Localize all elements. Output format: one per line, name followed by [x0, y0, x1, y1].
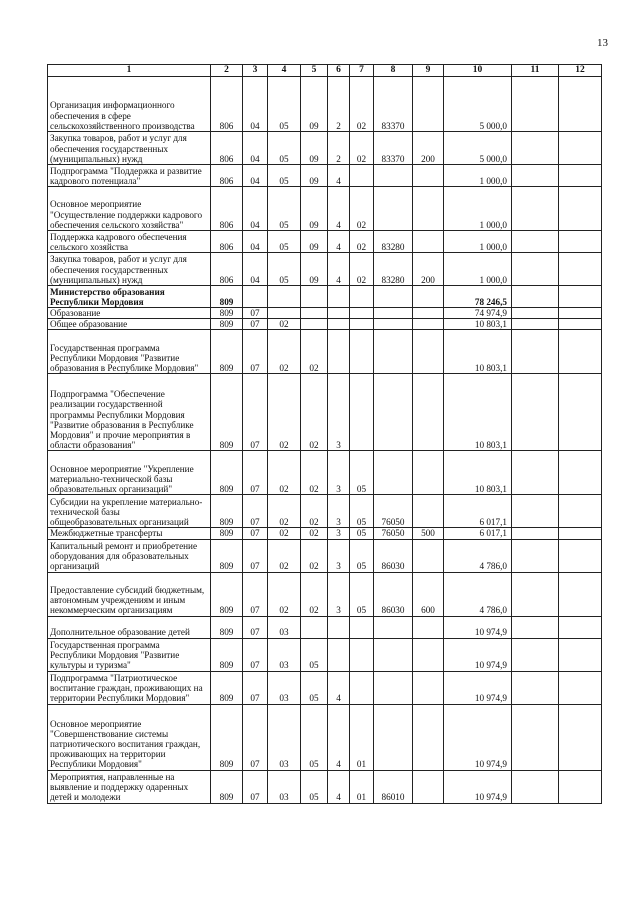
row-code-c3: 07 — [243, 770, 268, 803]
row-code-c5: 05 — [301, 671, 328, 704]
table-row — [48, 77, 602, 132]
row-amount: 1 000,0 — [444, 231, 512, 253]
row-code-c5: 02 — [301, 539, 328, 572]
row-col-11 — [512, 770, 559, 803]
row-code-c3: 07 — [243, 308, 268, 319]
row-code-c5 — [301, 319, 328, 330]
row-code-c3: 07 — [243, 319, 268, 330]
column-header-7: 7 — [350, 65, 374, 77]
row-col-12 — [559, 253, 602, 286]
row-code-c7: 01 — [350, 770, 374, 803]
row-code-c9 — [413, 165, 444, 187]
column-header-11: 11 — [512, 65, 559, 77]
row-code-c7: 02 — [350, 253, 374, 286]
row-code-c5: 09 — [301, 253, 328, 286]
budget-table — [47, 64, 602, 804]
row-code-c5: 05 — [301, 704, 328, 770]
row-name: Подпрограмма "Обеспечение реализации государственной программы Республики Мордовия "Развитие образования в Республике Мордовия" и прочие мероприятия в области образования" — [48, 374, 211, 451]
row-code-c6: 4 — [328, 231, 350, 253]
row-col-12 — [559, 495, 602, 528]
row-name: Основное мероприятие "Осуществление поддержки кадрового обеспечения сельского хозяйства" — [48, 187, 211, 231]
row-code-c5: 09 — [301, 187, 328, 231]
row-code-c5: 05 — [301, 638, 328, 671]
row-code-c9 — [413, 704, 444, 770]
table-row — [48, 286, 602, 308]
row-col-11 — [512, 539, 559, 572]
row-code-c6 — [328, 330, 350, 374]
table-row — [48, 495, 602, 528]
row-code-c2: 809 — [211, 770, 243, 803]
row-col-11 — [512, 528, 559, 539]
row-code-c2: 806 — [211, 231, 243, 253]
row-name: Субсидии на укрепление материально-технической базы общеобразовательных организаций — [48, 495, 211, 528]
row-code-c7: 02 — [350, 132, 374, 165]
row-name: Подпрограмма "Поддержка и развитие кадрового потенциала" — [48, 165, 211, 187]
row-col-12 — [559, 187, 602, 231]
table-row — [48, 374, 602, 451]
row-code-c6: 3 — [328, 374, 350, 451]
row-code-c8: 83370 — [374, 132, 413, 165]
row-name: Дополнительное образование детей — [48, 616, 211, 638]
row-code-c8 — [374, 319, 413, 330]
row-col-11 — [512, 231, 559, 253]
table-row — [48, 308, 602, 319]
row-name: Подпрограмма "Патриотическое воспитание граждан, проживающих на территории Республики Мордовия" — [48, 671, 211, 704]
row-code-c6 — [328, 319, 350, 330]
row-code-c8: 76050 — [374, 528, 413, 539]
row-col-12 — [559, 319, 602, 330]
row-code-c8 — [374, 638, 413, 671]
row-amount: 6 017,1 — [444, 495, 512, 528]
row-code-c2: 809 — [211, 286, 243, 308]
row-col-11 — [512, 704, 559, 770]
row-col-11 — [512, 77, 559, 132]
table-row — [48, 451, 602, 495]
row-code-c7: 05 — [350, 495, 374, 528]
row-col-11 — [512, 308, 559, 319]
row-name: Закупка товаров, работ и услуг для обеспечения государственных (муниципальных) нужд — [48, 253, 211, 286]
row-code-c6 — [328, 616, 350, 638]
table-body — [48, 77, 602, 804]
row-code-c7 — [350, 616, 374, 638]
row-amount: 10 974,9 — [444, 770, 512, 803]
column-header-10: 10 — [444, 65, 512, 77]
row-col-12 — [559, 77, 602, 132]
row-name: Государственная программа Республики Мордовия "Развитие культуры и туризма" — [48, 638, 211, 671]
row-code-c9: 200 — [413, 253, 444, 286]
row-code-c7: 05 — [350, 539, 374, 572]
row-code-c5 — [301, 286, 328, 308]
row-code-c4: 05 — [268, 77, 301, 132]
column-header-6: 6 — [328, 65, 350, 77]
row-name: Основное мероприятие "Совершенствование системы патриотического воспитания граждан, проживающих на территории Республики Мордовия" — [48, 704, 211, 770]
column-header-8: 8 — [374, 65, 413, 77]
row-col-12 — [559, 308, 602, 319]
row-code-c7: 02 — [350, 187, 374, 231]
row-code-c7 — [350, 319, 374, 330]
row-name: Предоставление субсидий бюджетным, автономным учреждениям и иным некоммерческим организациям — [48, 572, 211, 616]
row-code-c2: 809 — [211, 528, 243, 539]
row-amount: 5 000,0 — [444, 132, 512, 165]
row-col-12 — [559, 616, 602, 638]
row-code-c3: 07 — [243, 495, 268, 528]
table-row — [48, 253, 602, 286]
row-code-c4 — [268, 286, 301, 308]
row-code-c3: 04 — [243, 132, 268, 165]
column-header-3: 3 — [243, 65, 268, 77]
row-code-c9: 200 — [413, 132, 444, 165]
row-code-c3: 07 — [243, 572, 268, 616]
row-col-11 — [512, 495, 559, 528]
row-amount: 5 000,0 — [444, 77, 512, 132]
row-code-c2: 809 — [211, 539, 243, 572]
row-col-12 — [559, 528, 602, 539]
row-code-c3 — [243, 286, 268, 308]
row-code-c6 — [328, 286, 350, 308]
row-name: Мероприятия, направленные на выявление и поддержку одаренных детей и молодежи — [48, 770, 211, 803]
row-code-c9 — [413, 616, 444, 638]
row-code-c5: 09 — [301, 165, 328, 187]
row-code-c9 — [413, 451, 444, 495]
row-code-c2: 806 — [211, 253, 243, 286]
row-amount: 4 786,0 — [444, 572, 512, 616]
row-code-c7: 02 — [350, 231, 374, 253]
column-header-1: 1 — [48, 65, 211, 77]
row-code-c6: 2 — [328, 77, 350, 132]
row-code-c2: 809 — [211, 330, 243, 374]
row-code-c4: 02 — [268, 374, 301, 451]
row-amount: 1 000,0 — [444, 165, 512, 187]
row-code-c8 — [374, 308, 413, 319]
row-name: Организация информационного обеспечения в сфере сельскохозяйственного производства — [48, 77, 211, 132]
row-code-c9 — [413, 231, 444, 253]
row-amount: 6 017,1 — [444, 528, 512, 539]
row-code-c6: 4 — [328, 187, 350, 231]
row-name: Общее образование — [48, 319, 211, 330]
row-col-12 — [559, 132, 602, 165]
row-code-c3: 04 — [243, 231, 268, 253]
row-code-c3: 07 — [243, 539, 268, 572]
row-code-c6: 4 — [328, 165, 350, 187]
row-code-c5: 02 — [301, 330, 328, 374]
row-code-c2: 809 — [211, 671, 243, 704]
row-code-c6: 3 — [328, 539, 350, 572]
row-col-11 — [512, 330, 559, 374]
row-code-c2: 806 — [211, 77, 243, 132]
row-amount: 10 803,1 — [444, 330, 512, 374]
row-amount: 1 000,0 — [444, 187, 512, 231]
row-code-c3: 04 — [243, 165, 268, 187]
row-code-c7: 05 — [350, 451, 374, 495]
row-code-c4: 03 — [268, 638, 301, 671]
row-amount: 1 000,0 — [444, 253, 512, 286]
row-code-c6: 4 — [328, 253, 350, 286]
row-col-11 — [512, 572, 559, 616]
row-name: Министерство образования Республики Мордовия — [48, 286, 211, 308]
row-code-c8 — [374, 286, 413, 308]
row-col-11 — [512, 374, 559, 451]
row-col-12 — [559, 165, 602, 187]
row-name: Закупка товаров, работ и услуг для обеспечения государственных (муниципальных) нужд — [48, 132, 211, 165]
row-code-c8 — [374, 374, 413, 451]
row-code-c7: 02 — [350, 77, 374, 132]
table-row — [48, 539, 602, 572]
row-code-c7: 05 — [350, 528, 374, 539]
row-code-c4: 02 — [268, 528, 301, 539]
row-code-c4: 02 — [268, 319, 301, 330]
page-number: 13 — [597, 37, 608, 49]
row-code-c3: 04 — [243, 253, 268, 286]
row-code-c3: 07 — [243, 704, 268, 770]
row-code-c7: 01 — [350, 704, 374, 770]
row-code-c5 — [301, 308, 328, 319]
table-row — [48, 165, 602, 187]
row-amount: 74 974,9 — [444, 308, 512, 319]
row-code-c4: 05 — [268, 187, 301, 231]
row-code-c4: 03 — [268, 770, 301, 803]
row-code-c2: 809 — [211, 319, 243, 330]
row-code-c8 — [374, 165, 413, 187]
row-code-c6: 3 — [328, 451, 350, 495]
row-code-c6 — [328, 638, 350, 671]
row-col-12 — [559, 539, 602, 572]
row-col-11 — [512, 638, 559, 671]
row-col-11 — [512, 286, 559, 308]
row-code-c4: 05 — [268, 231, 301, 253]
table-row — [48, 132, 602, 165]
row-code-c8: 86030 — [374, 539, 413, 572]
row-code-c2: 806 — [211, 132, 243, 165]
row-col-11 — [512, 319, 559, 330]
row-code-c9 — [413, 330, 444, 374]
row-code-c9 — [413, 539, 444, 572]
table-row — [48, 671, 602, 704]
table-row — [48, 638, 602, 671]
row-col-12 — [559, 572, 602, 616]
column-header-2: 2 — [211, 65, 243, 77]
row-code-c9 — [413, 319, 444, 330]
table-row — [48, 616, 602, 638]
table-row — [48, 528, 602, 539]
row-code-c4 — [268, 308, 301, 319]
row-col-11 — [512, 451, 559, 495]
row-code-c9 — [413, 638, 444, 671]
table-header-row — [48, 65, 602, 77]
row-code-c2: 806 — [211, 187, 243, 231]
row-code-c3: 07 — [243, 330, 268, 374]
row-code-c3: 07 — [243, 671, 268, 704]
row-amount: 10 974,9 — [444, 638, 512, 671]
table-row — [48, 330, 602, 374]
table-row — [48, 770, 602, 803]
row-name: Поддержка кадрового обеспечения сельского хозяйства — [48, 231, 211, 253]
row-code-c4: 02 — [268, 451, 301, 495]
row-code-c9 — [413, 286, 444, 308]
row-code-c8: 86010 — [374, 770, 413, 803]
row-code-c9 — [413, 187, 444, 231]
row-code-c8 — [374, 187, 413, 231]
row-code-c6: 3 — [328, 495, 350, 528]
row-code-c5: 05 — [301, 770, 328, 803]
row-code-c3: 07 — [243, 528, 268, 539]
row-code-c9 — [413, 374, 444, 451]
row-code-c2: 809 — [211, 638, 243, 671]
row-code-c9 — [413, 770, 444, 803]
row-code-c5: 09 — [301, 132, 328, 165]
row-code-c7 — [350, 165, 374, 187]
row-col-11 — [512, 616, 559, 638]
row-code-c2: 809 — [211, 572, 243, 616]
row-code-c5: 02 — [301, 495, 328, 528]
row-code-c2: 809 — [211, 704, 243, 770]
row-name: Образование — [48, 308, 211, 319]
table-row — [48, 187, 602, 231]
row-code-c8 — [374, 704, 413, 770]
row-name: Капитальный ремонт и приобретение оборудования для образовательных организаций — [48, 539, 211, 572]
row-code-c6: 2 — [328, 132, 350, 165]
row-code-c7 — [350, 638, 374, 671]
row-code-c7 — [350, 671, 374, 704]
row-code-c4: 03 — [268, 704, 301, 770]
row-code-c7: 05 — [350, 572, 374, 616]
row-name: Основное мероприятие "Укрепление материально-технической базы образовательных организаций" — [48, 451, 211, 495]
row-code-c2: 809 — [211, 616, 243, 638]
row-code-c8: 83370 — [374, 77, 413, 132]
row-code-c5: 09 — [301, 231, 328, 253]
row-code-c8: 86030 — [374, 572, 413, 616]
row-code-c9: 600 — [413, 572, 444, 616]
row-col-12 — [559, 231, 602, 253]
column-header-12: 12 — [559, 65, 602, 77]
row-code-c2: 809 — [211, 308, 243, 319]
row-code-c9 — [413, 495, 444, 528]
row-code-c4: 05 — [268, 165, 301, 187]
row-code-c9: 500 — [413, 528, 444, 539]
row-code-c5 — [301, 616, 328, 638]
row-code-c2: 809 — [211, 374, 243, 451]
row-col-11 — [512, 132, 559, 165]
row-code-c4: 02 — [268, 330, 301, 374]
row-code-c2: 809 — [211, 451, 243, 495]
row-code-c8: 83280 — [374, 253, 413, 286]
row-code-c9 — [413, 77, 444, 132]
table-row — [48, 231, 602, 253]
row-code-c3: 07 — [243, 616, 268, 638]
row-col-11 — [512, 187, 559, 231]
row-code-c3: 07 — [243, 638, 268, 671]
column-header-4: 4 — [268, 65, 301, 77]
row-code-c5: 02 — [301, 572, 328, 616]
row-code-c7 — [350, 330, 374, 374]
table-row — [48, 572, 602, 616]
row-code-c4: 05 — [268, 132, 301, 165]
row-code-c8 — [374, 451, 413, 495]
row-amount: 10 974,9 — [444, 671, 512, 704]
row-col-11 — [512, 165, 559, 187]
row-code-c5: 02 — [301, 451, 328, 495]
row-code-c4: 02 — [268, 572, 301, 616]
row-code-c6: 4 — [328, 770, 350, 803]
row-code-c3: 04 — [243, 187, 268, 231]
table-row — [48, 704, 602, 770]
row-code-c4: 02 — [268, 495, 301, 528]
row-code-c6: 4 — [328, 704, 350, 770]
row-name: Государственная программа Республики Мордовия "Развитие образования в Республике Мордовия" — [48, 330, 211, 374]
row-col-11 — [512, 253, 559, 286]
row-code-c7 — [350, 308, 374, 319]
row-code-c6: 4 — [328, 671, 350, 704]
row-amount: 4 786,0 — [444, 539, 512, 572]
row-col-12 — [559, 671, 602, 704]
row-col-12 — [559, 374, 602, 451]
row-col-12 — [559, 451, 602, 495]
row-code-c6 — [328, 308, 350, 319]
row-code-c8 — [374, 616, 413, 638]
row-code-c2: 809 — [211, 495, 243, 528]
row-code-c8 — [374, 330, 413, 374]
row-code-c4: 03 — [268, 616, 301, 638]
row-code-c6: 3 — [328, 572, 350, 616]
row-col-11 — [512, 671, 559, 704]
row-code-c7 — [350, 286, 374, 308]
row-code-c5: 02 — [301, 528, 328, 539]
row-col-12 — [559, 286, 602, 308]
row-code-c8 — [374, 671, 413, 704]
table-row — [48, 319, 602, 330]
row-code-c5: 09 — [301, 77, 328, 132]
row-code-c3: 07 — [243, 374, 268, 451]
row-code-c6: 3 — [328, 528, 350, 539]
row-amount: 10 974,9 — [444, 704, 512, 770]
row-code-c4: 05 — [268, 253, 301, 286]
row-code-c8: 76050 — [374, 495, 413, 528]
column-header-5: 5 — [301, 65, 328, 77]
row-amount: 10 803,1 — [444, 451, 512, 495]
row-code-c9 — [413, 671, 444, 704]
row-code-c4: 03 — [268, 671, 301, 704]
row-code-c3: 07 — [243, 451, 268, 495]
row-name: Межбюджетные трансферты — [48, 528, 211, 539]
row-amount: 78 246,5 — [444, 286, 512, 308]
row-code-c8: 83280 — [374, 231, 413, 253]
row-code-c3: 04 — [243, 77, 268, 132]
row-col-12 — [559, 638, 602, 671]
row-col-12 — [559, 770, 602, 803]
column-header-9: 9 — [413, 65, 444, 77]
row-code-c2: 806 — [211, 165, 243, 187]
row-amount: 10 803,1 — [444, 374, 512, 451]
row-amount: 10 974,9 — [444, 616, 512, 638]
row-code-c9 — [413, 308, 444, 319]
row-code-c5: 02 — [301, 374, 328, 451]
row-code-c7 — [350, 374, 374, 451]
row-col-12 — [559, 704, 602, 770]
row-col-12 — [559, 330, 602, 374]
row-amount: 10 803,1 — [444, 319, 512, 330]
row-code-c4: 02 — [268, 539, 301, 572]
